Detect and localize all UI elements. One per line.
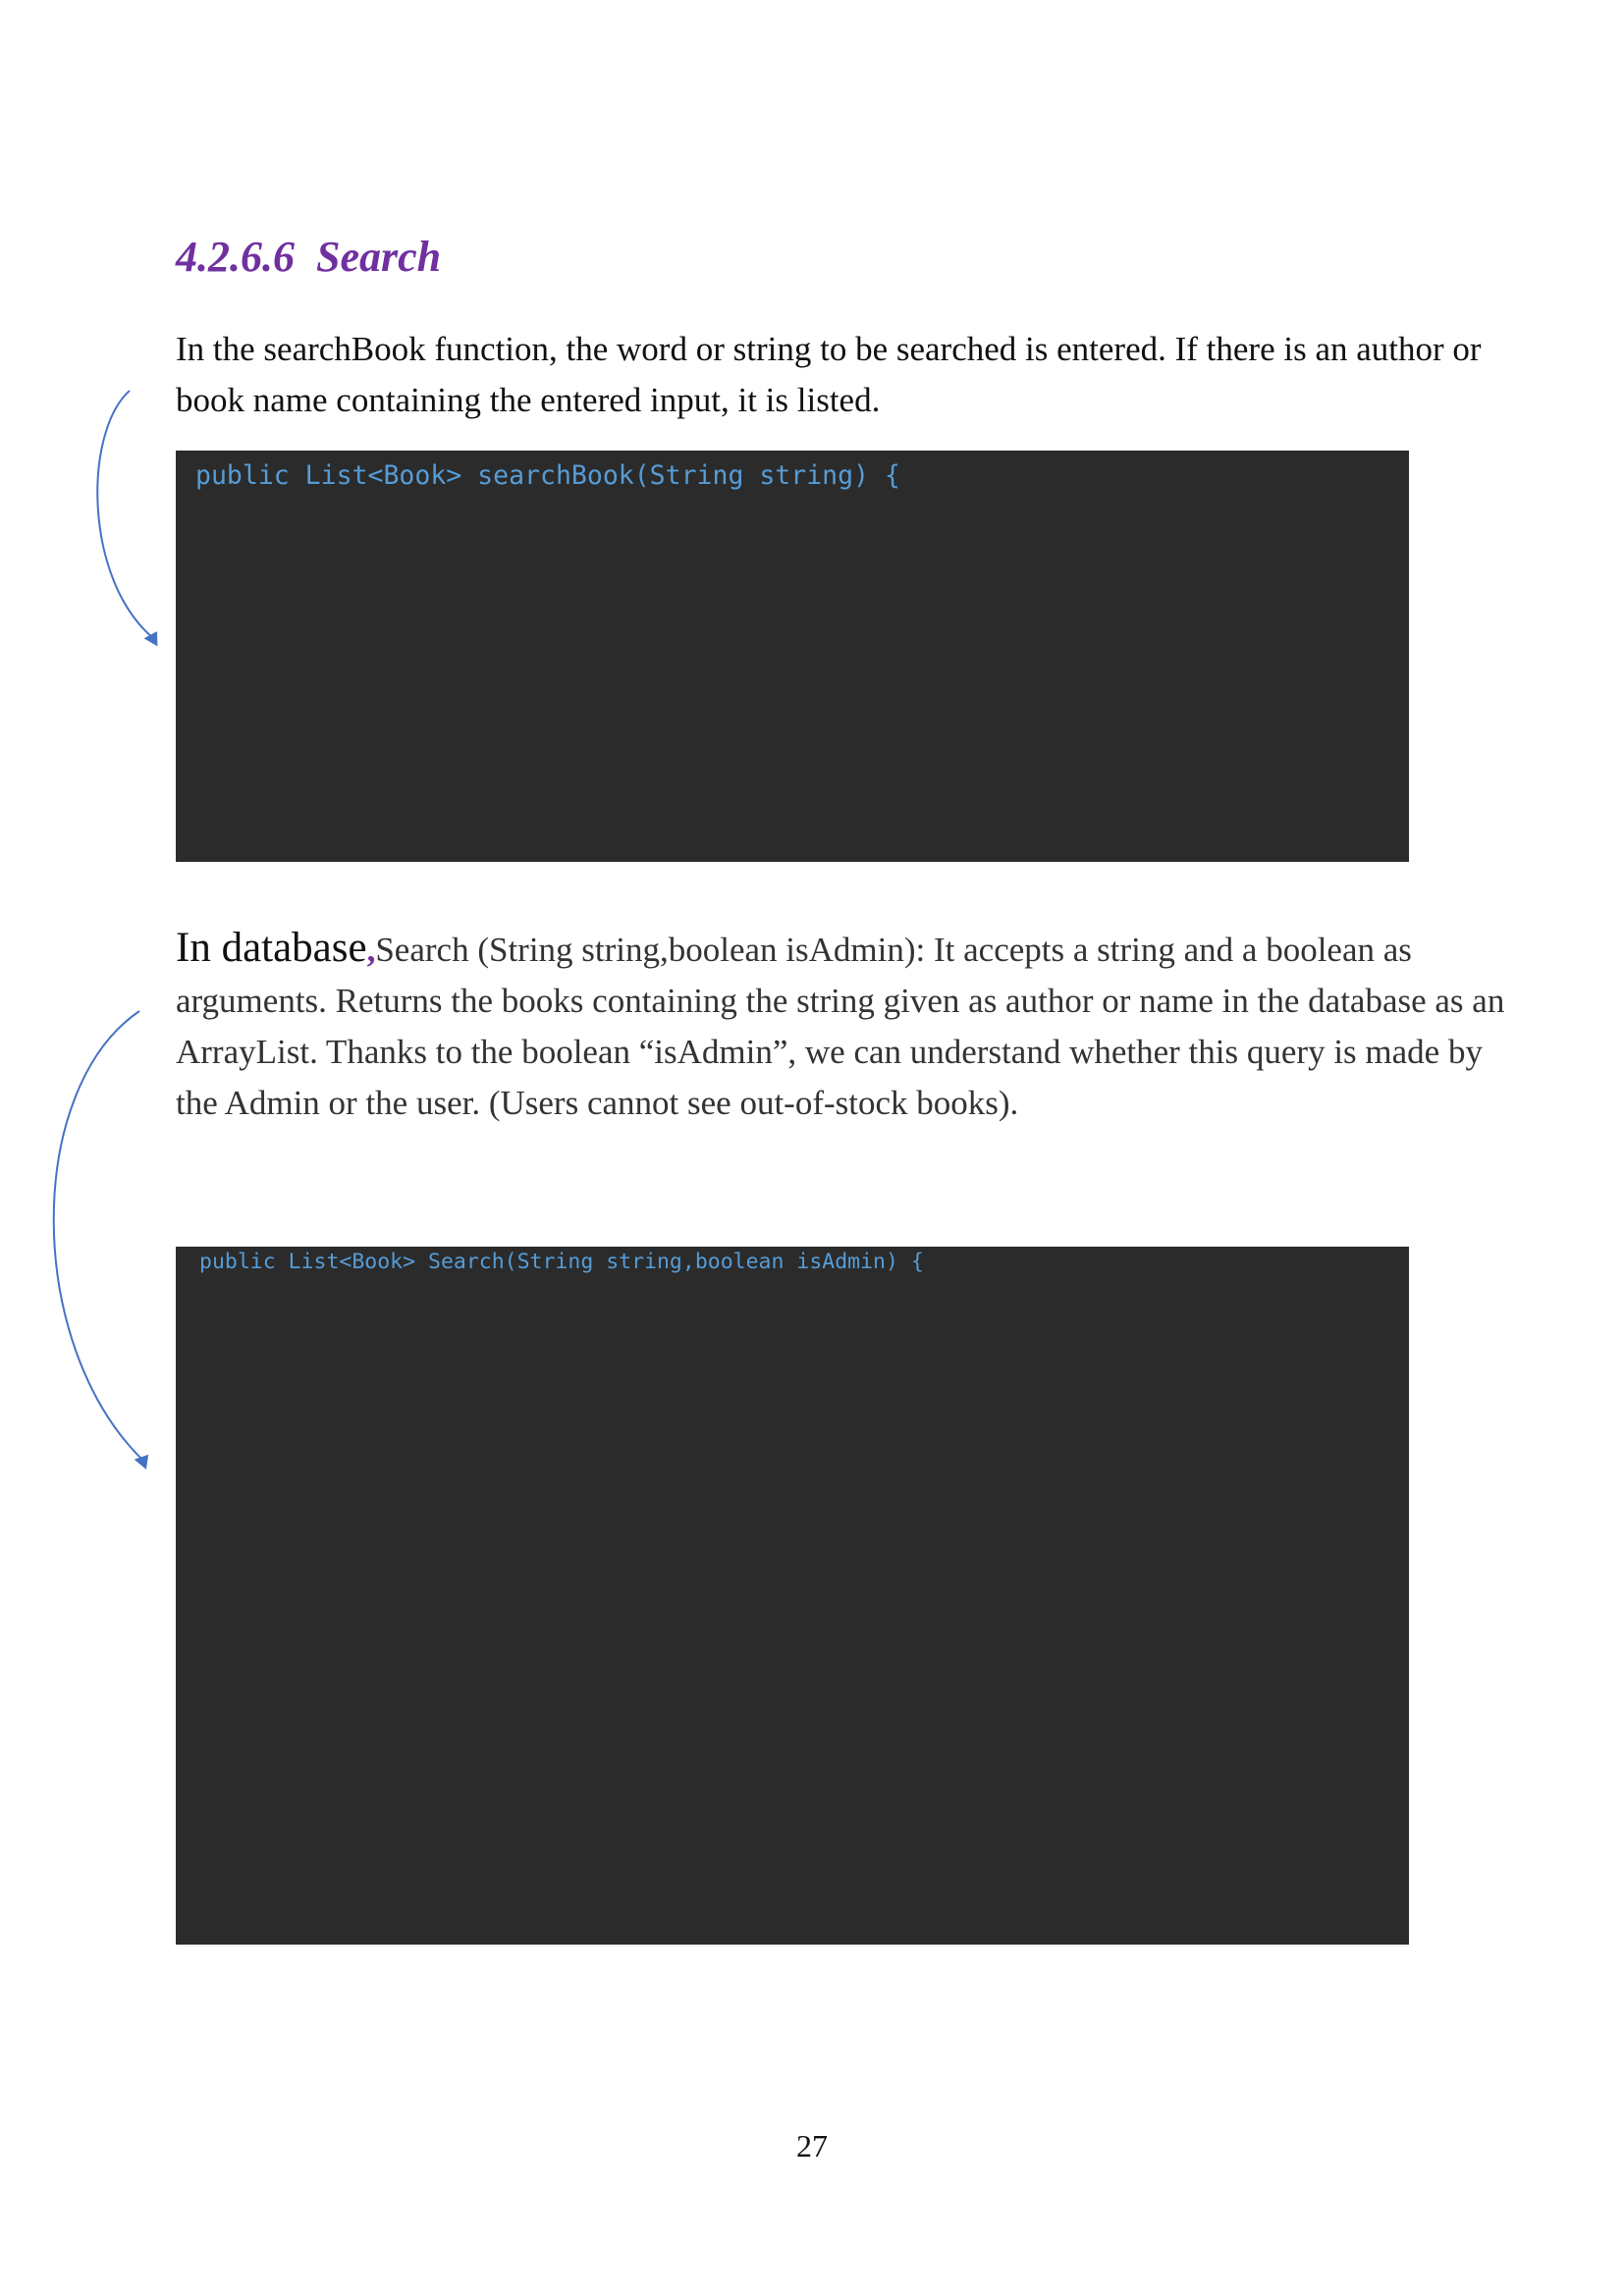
code-line: public List<Book> searchBook(String string) { [195,460,900,491]
section-heading [176,232,441,282]
section-number: 4.2.6.6 [176,233,295,281]
paragraph-lead: In database [176,925,367,971]
database-paragraph [176,923,1511,1129]
code-block-searchbook [176,451,1409,862]
page-number: 27 [796,2128,828,2163]
code-block-search [176,1247,1409,1945]
section-title: Search [316,233,442,281]
paragraph-comma: , [366,931,376,969]
arrow-2-icon [0,0,196,1522]
paragraph-body: Search (String string,boolean isAdmin): It accepts a string and a boolean as arguments. Returns the books containing the string given as author or name in the database as an ArrayList. Thanks to the boolean “isAdmin”, we can understand whether this query is made by the Admin or the user. (Users cannot see out-of-stock books). [176,931,1505,1122]
code-line: public List<Book> Search(String string,boolean isAdmin) { [199,1250,924,1274]
intro-paragraph: In the searchBook function, the word or string to be searched is entered. If there is an author or book name containing the entered input, it is listed. [176,330,1482,419]
